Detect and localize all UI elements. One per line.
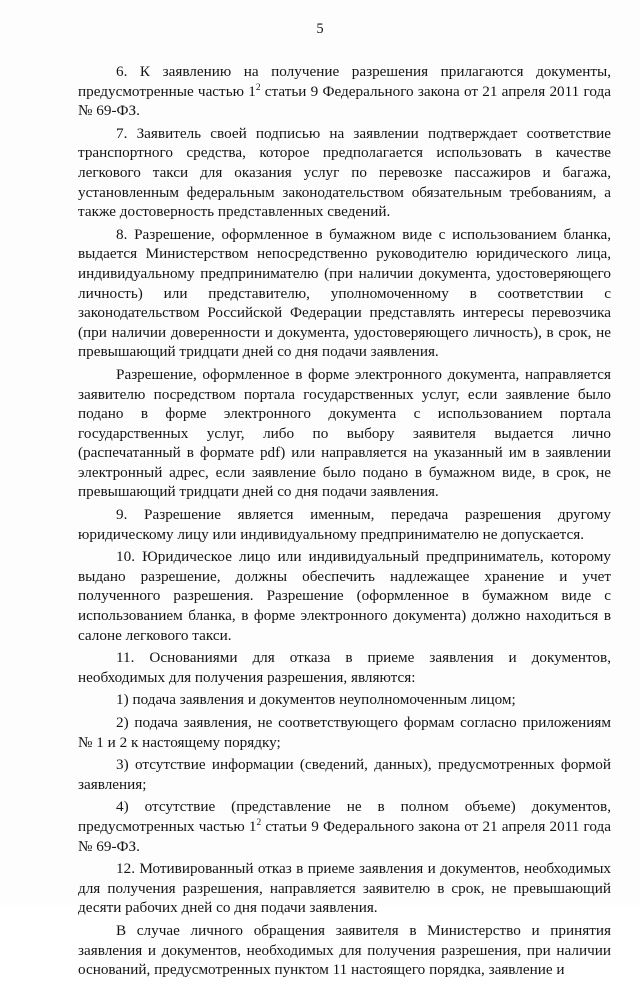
paragraph-12-personal: В случае личного обращения заявителя в Министерство и принятия заявления и документов, необходимых для получения разрешения, при наличии оснований, предусмотренных пунктом 11 настоящего порядка, заявление и bbox=[78, 921, 611, 979]
paragraph-7: 7. Заявитель своей подписью на заявлении подтверждает соответствие транспортного средства, которое предполагается использовать в качестве легкового такси для оказания услуг по перевозке пассажиров и багажа, установленным федеральным законодательством обязательным требованиям, а также достоверность представленных сведений. bbox=[78, 124, 611, 221]
list-item-4: 4) отсутствие (представление не в полном объеме) документов, предусмотренных частью $1^2$ статьи 9 Федерального закона от 21 апреля 2011 года № 69-ФЗ. bbox=[78, 798, 611, 855]
paragraph-8-electronic: Разрешение, оформленное в форме электронного документа, направляется заявителю посредством портала государственных услуг, если заявление было подано в форме электронного документа с использованием портала государственных услуг, либо по выбору заявителя выдается лично (распечатанный в формате pdf) или направляется на указанный им в заявлении электронный адрес, если заявление было подано в бумажном виде, в срок, не превышающий тридцати дней со дня подачи заявления. bbox=[78, 365, 611, 501]
paragraph-12: 12. Мотивированный отказ в приеме заявления и документов, необходимых для получения разрешения, направляется заявителю в срок, не превышающий десяти рабочих дней со дня подачи заявления. bbox=[78, 860, 611, 917]
page-number: 5 bbox=[316, 21, 324, 37]
paragraph-10: 10. Юридическое лицо или индивидуальный предприниматель, которому выдано разрешение, должны обеспечить надлежащее хранение и учет полученного разрешения. Разрешение (оформленное в бумажном виде с использованием бланка, в форме электронного документа) должно находиться в салоне легкового такси. bbox=[78, 548, 611, 644]
paragraph-11: 11. Основаниями для отказа в приеме заявления и документов, необходимых для получения разрешения, являются: bbox=[78, 649, 611, 686]
paragraph-8: 8. Разрешение, оформленное в бумажном виде с использованием бланка, выдается Министерством непосредственно руководителю юридического лица, индивидуальному предпринимателю (при наличии документа, удостоверяющего личность) или представителю, уполномоченному в соответствии с законодательством Российской Федерации представлять интересы перевозчика (при наличии доверенности и документа, удостоверяющего личность), в срок, не превышающий тридцати дней со дня подачи заявления. bbox=[78, 225, 611, 361]
document-body bbox=[78, 62, 611, 983]
list-item-2: 2) подача заявления, не соответствующего формам согласно приложениям № 1 и 2 к настоящему порядку; bbox=[78, 714, 611, 751]
list-item-1: 1) подача заявления и документов неуполномоченным лицом; bbox=[116, 691, 516, 709]
paragraph-9: 9. Разрешение является именным, передача разрешения другому юридическому лицу или индивидуальному предпринимателю не допускается. bbox=[78, 506, 611, 543]
list-item-3: 3) отсутствие информации (сведений, данных), предусмотренных формой заявления; bbox=[78, 756, 611, 793]
paragraph-6: 6. К заявлению на получение разрешения прилагаются документы, предусмотренные частью $1^2$ статьи 9 Федерального закона от 21 апреля 2011 года № 69-ФЗ. bbox=[78, 63, 611, 120]
